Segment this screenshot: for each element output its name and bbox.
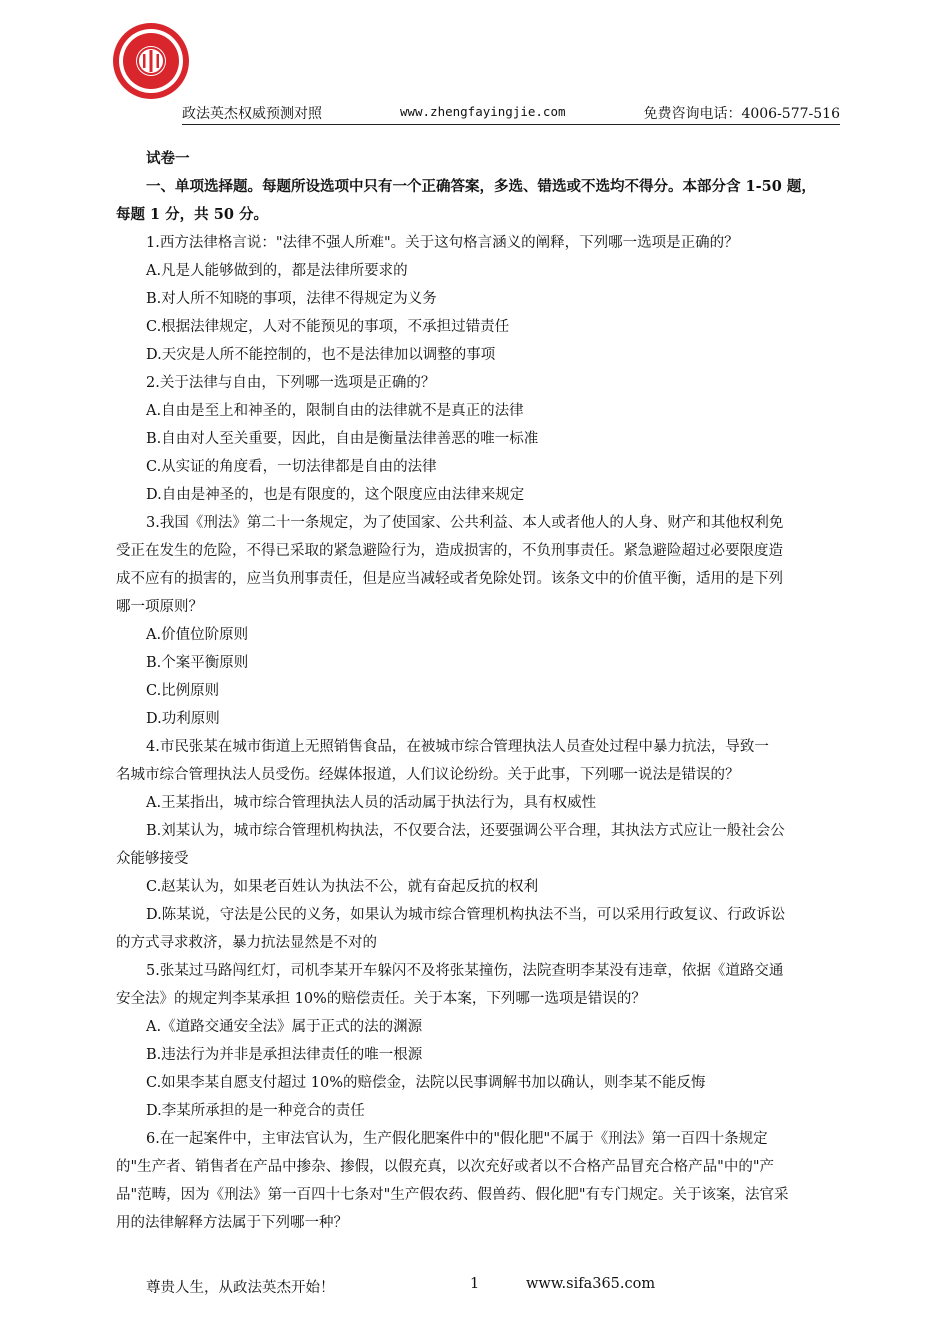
footer-site[interactable]: www.sifa365.com xyxy=(526,1276,656,1292)
exam-content xyxy=(116,145,844,1237)
q4-option-d-line1: D.陈某说，守法是公民的义务，如果认为城市综合管理机构执法不当，可以采用行政复议、行政诉讼 xyxy=(146,907,786,923)
page-number: 1 xyxy=(470,1276,480,1292)
q4-option-c: C.赵某认为，如果老百姓认为执法不公，就有奋起反抗的权利 xyxy=(146,879,539,895)
header-url[interactable]: www.zhengfayingjie.com xyxy=(399,104,566,119)
q1-stem: 1.西方法律格言说："法律不强人所难"。关于这句格言涵义的阐释，下列哪一选项是正确的？ xyxy=(146,235,739,251)
q4-stem-line2: 名城市综合管理执法人员受伤。经媒体报道，人们议论纷纷。关于此事，下列哪一说法是错误的？ xyxy=(116,767,740,783)
header-info-line xyxy=(182,103,840,125)
q6-stem-line3: 品"范畴，因为《刑法》第一百四十七条对"生产假农药、假兽药、假化肥"有专门规定。关于该案，法官采 xyxy=(116,1187,789,1203)
q6-stem-line2: 的"生产者、销售者在产品中掺杂、掺假，以假充真，以次充好或者以不合格产品冒充合格产品"中的"产 xyxy=(116,1159,775,1175)
q2-option-a: A.自由是至上和神圣的，限制自由的法律就不是真正的法律 xyxy=(146,403,524,419)
q3-option-d: D.功利原则 xyxy=(146,711,220,727)
q4-option-a: A.王某指出，城市综合管理执法人员的活动属于执法行为，具有权威性 xyxy=(146,795,597,811)
q2-option-d: D.自由是神圣的，也是有限度的，这个限度应由法律来规定 xyxy=(146,487,525,503)
q5-option-a: A.《道路交通安全法》属于正式的法的渊源 xyxy=(146,1019,423,1035)
q3-option-c: C.比例原则 xyxy=(146,683,220,699)
q5-stem-line2: 安全法》的规定判李某承担 10%的赔偿责任。关于本案，下列哪一选项是错误的？ xyxy=(116,991,646,1007)
q2-option-c: C.从实证的角度看，一切法律都是自由的法律 xyxy=(146,459,437,475)
q1-option-c: C.根据法律规定，人对不能预见的事项，不承担过错责任 xyxy=(146,319,510,335)
q4-option-b-line1: B.刘某认为，城市综合管理机构执法，不仅要合法，还要强调公平合理，其执法方式应让一般社会公 xyxy=(146,823,785,839)
section-heading-line1: 一、单项选择题。每题所设选项中只有一个正确答案，多选、错选或不选均不得分。本部分含 1-50 题， xyxy=(146,178,816,195)
footer-slogan: 尊贵人生，从政法英杰开始！ xyxy=(146,1280,335,1296)
q3-stem-line1: 3.我国《刑法》第二十一条规定，为了使国家、公共利益、本人或者他人的人身、财产和其他权利免 xyxy=(146,515,784,531)
q6-stem-line1: 6.在一起案件中，主审法官认为，生产假化肥案件中的"假化肥"不属于《刑法》第一百四十条规定 xyxy=(146,1131,768,1147)
q1-option-a: A.凡是人能够做到的，都是法律所要求的 xyxy=(146,263,408,279)
q1-option-d: D.天灾是人所不能控制的，也不是法律加以调整的事项 xyxy=(146,347,496,363)
q5-option-c: C.如果李某自愿支付超过 10%的赔偿金，法院以民事调解书加以确认，则李某不能反悔 xyxy=(146,1075,706,1091)
q2-stem: 2.关于法律与自由，下列哪一选项是正确的？ xyxy=(146,375,436,391)
q6-stem-line4: 用的法律解释方法属于下列哪一种？ xyxy=(116,1215,348,1231)
q3-stem-line2: 受正在发生的危险，不得已采取的紧急避险行为，造成损害的，不负刑事责任。紧急避险超过必要限度造 xyxy=(116,543,783,559)
q3-stem-line3: 成不应有的损害的，应当负刑事责任，但是应当减轻或者免除处罚。该条文中的价值平衡，适用的是下列 xyxy=(116,571,783,587)
header-phone: 免费咨询电话：4006-577-516 xyxy=(643,106,840,122)
q4-option-d-line2: 的方式寻求救济，暴力抗法显然是不对的 xyxy=(116,935,377,951)
q4-option-b-line2: 众能够接受 xyxy=(116,851,189,867)
q3-option-a: A.价值位阶原则 xyxy=(146,627,249,643)
q2-option-b: B.自由对人至关重要，因此，自由是衡量法律善恶的唯一标准 xyxy=(146,431,539,447)
header-brand: 政法英杰权威预测对照 xyxy=(182,106,322,122)
q3-option-b: B.个案平衡原则 xyxy=(146,655,249,671)
q4-stem-line1: 4.市民张某在城市街道上无照销售食品，在被城市综合管理执法人员查处过程中暴力抗法，导致一 xyxy=(146,739,769,755)
page-header xyxy=(110,20,840,122)
paper-title: 试卷一 xyxy=(146,150,190,167)
q5-stem-line1: 5.张某过马路闯红灯，司机李某开车躲闪不及将张某撞伤，法院查明李某没有违章，依据《道路交通 xyxy=(146,963,784,979)
q5-option-b: B.违法行为并非是承担法律责任的唯一根源 xyxy=(146,1047,423,1063)
zhengfa-yingjie-logo-icon xyxy=(110,20,192,102)
q5-option-d: D.李某所承担的是一种竞合的责任 xyxy=(146,1103,365,1119)
q3-stem-line4: 哪一项原则？ xyxy=(116,599,203,615)
q1-option-b: B.对人所不知晓的事项，法律不得规定为义务 xyxy=(146,291,437,307)
section-heading-line2: 每题 1 分，共 50 分。 xyxy=(116,206,268,223)
